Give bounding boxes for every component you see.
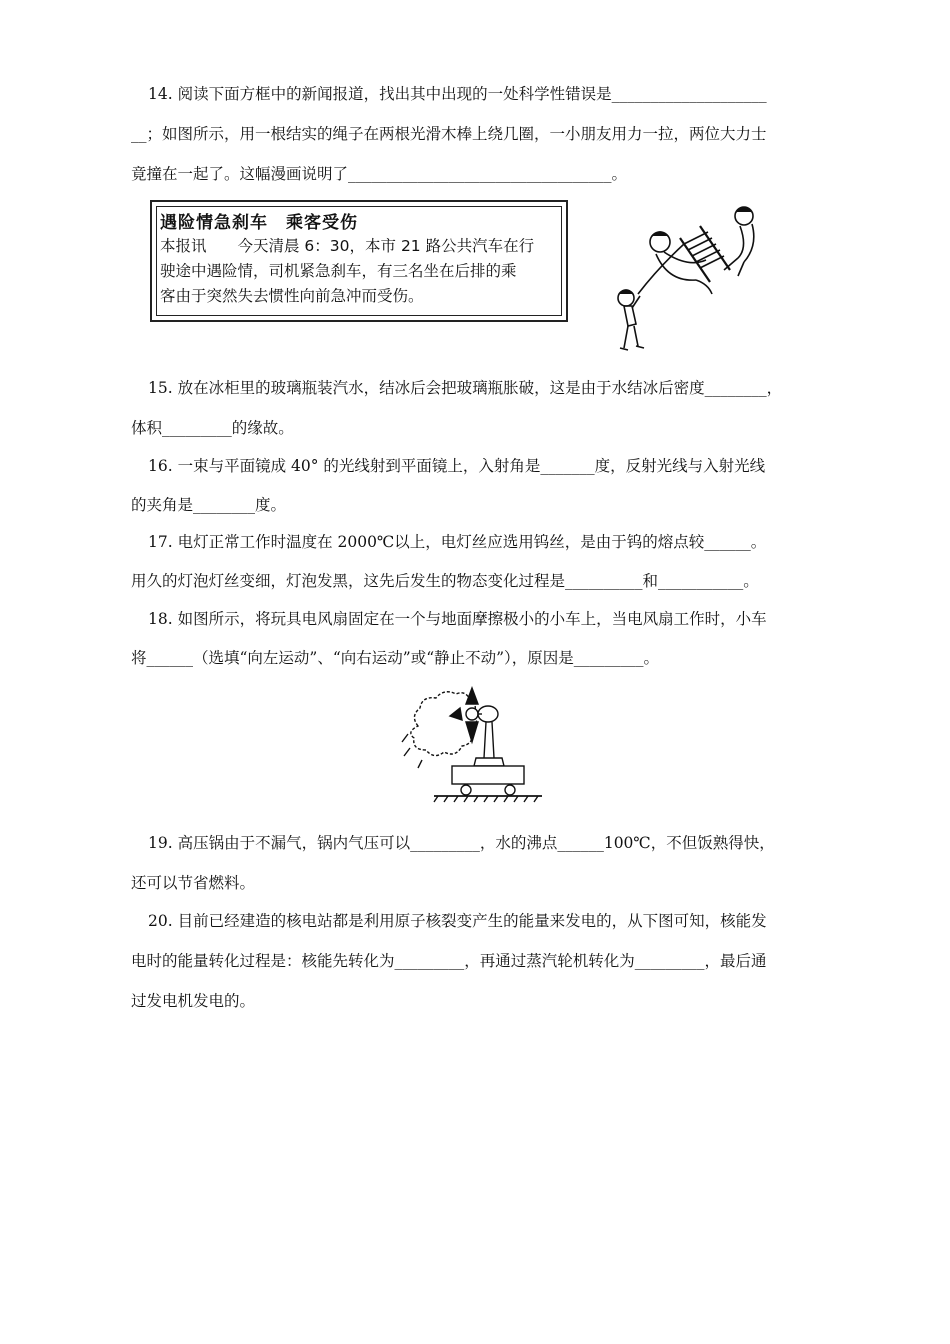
news-report-box [150,200,568,322]
rope-pulley-cartoon [598,198,768,356]
news-title: 遇险情急刹车 乘客受伤 [160,213,358,233]
q16-line-1: 16. 一束与平面镜成 40° 的光线射到平面镜上，入射角是_______度，反射光线与入射光线 [148,457,766,475]
q14-line-3: 竟撞在一起了。这幅漫画说明了__________________________________。 [131,165,628,183]
q14-line-2: __；如图所示，用一根结实的绳子在两根光滑木棒上绕几圈，一小朋友用力一拉，两位大力士 [131,125,767,143]
q18-line-2: 将______（选填“向左运动”、“向右运动”或“静止不动”），原因是_________。 [131,649,660,667]
q20-line-3: 过发电机发电的。 [131,992,256,1010]
q16-line-2: 的夹角是________度。 [131,496,287,514]
q17-line-1: 17. 电灯正常工作时温度在 2000℃以上，电灯丝应选用钨丝，是由于钨的熔点较______。 [148,533,767,551]
news-body-line-3: 客由于突然失去惯性向前急冲而受伤。 [160,287,424,305]
q17-line-2: 用久的灯泡灯丝变细，灯泡发黑，这先后发生的物态变化过程是__________和___________。 [131,572,759,590]
fan-cart-figure [400,686,548,806]
q20-line-1: 20. 目前已经建造的核电站都是利用原子核裂变产生的能量来发电的，从下图可知，核能发 [148,912,767,930]
q19-line-2: 还可以节省燃料。 [131,874,256,892]
q20-line-2: 电时的能量转化过程是：核能先转化为_________，再通过蒸汽轮机转化为_________，最后通 [131,952,767,970]
q15-line-2: 体积_________的缘故。 [131,419,294,437]
news-body-line-1: 本报讯 今天清晨 6：30，本市 21 路公共汽车在行 [160,237,535,255]
q19-line-1: 19. 高压锅由于不漏气，锅内气压可以_________，水的沸点______100℃，不但饭熟得快， [148,834,775,852]
q14-line-1: 14. 阅读下面方框中的新闻报道，找出其中出现的一处科学性错误是____________________ [148,85,767,103]
news-body-line-2: 驶途中遇险情，司机紧急刹车，有三名坐在后排的乘 [160,262,517,280]
q15-line-1: 15. 放在冰柜里的玻璃瓶装汽水，结冰后会把玻璃瓶胀破，这是由于水结冰后密度________， [148,379,783,397]
q18-line-1: 18. 如图所示，将玩具电风扇固定在一个与地面摩擦极小的小车上，当电风扇工作时，小车 [148,610,767,628]
